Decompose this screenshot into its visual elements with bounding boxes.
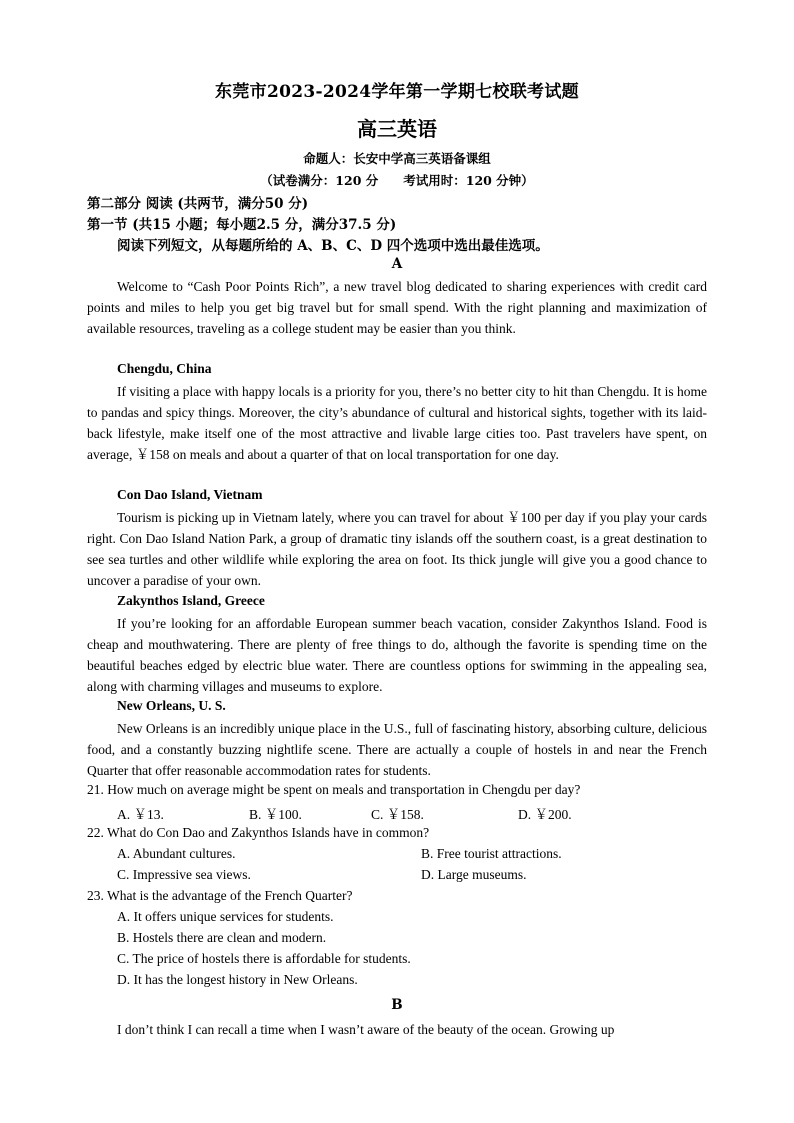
question-23-option-b: B. Hostels there are clean and modern. bbox=[117, 930, 327, 945]
question-23-stem: 23. What is the advantage of the French Quarter? bbox=[87, 888, 353, 903]
subsection-heading: 第一节 (共15 小题；每小题2.5 分，满分37.5 分) bbox=[87, 217, 397, 233]
question-23-option-c: C. The price of hostels there is affordable for students. bbox=[117, 951, 411, 966]
question-21-option-a: A. ￥13. bbox=[117, 807, 164, 822]
section-heading-con-dao: Con Dao Island, Vietnam bbox=[117, 487, 263, 502]
passage-a-intro: Welcome to “Cash Poor Points Rich”, a new travel blog dedicated to sharing experiences with credit card points and miles to help you get big travel but for small spend. With the right planning and maximization of available resources, traveling as a college student may be easier than you think. bbox=[87, 279, 707, 337]
section-heading-chengdu: Chengdu, China bbox=[117, 361, 212, 376]
section-text-chengdu: If visiting a place with happy locals is a priority for you, there’s no better city to hit than Chengdu. It is home to pandas and spicy things. Moreover, the city’s abundance of cultural and historical sights, together with its laid-back lifestyle, make itself one of the most attractive and livable large cities too. Past travelers have spent, on average, ￥158 on meals and about a quarter of that on local transportation for one day. bbox=[87, 384, 707, 463]
question-22-stem: 22. What do Con Dao and Zakynthos Islands have in common? bbox=[87, 825, 430, 840]
section-heading-new-orleans: New Orleans, U. S. bbox=[117, 698, 226, 713]
question-21-option-c: C. ￥158. bbox=[371, 807, 424, 822]
passage-b-letter: B bbox=[391, 997, 403, 1013]
question-21-option-b: B. ￥100. bbox=[249, 807, 302, 822]
section-text-zakynthos: If you’re looking for an affordable European summer beach vacation, consider Zakynthos Island. Food is cheap and mouthwatering. There are plenty of free things to do, although the favorite is spending time on the beautiful beaches edged by electric blue water. There are countless options for swimming in the appealing sea, along with charming villages and museums to explore. bbox=[87, 616, 707, 695]
passage-a-letter: A bbox=[391, 256, 403, 272]
section-heading-zakynthos: Zakynthos Island, Greece bbox=[117, 593, 265, 608]
section-part-heading: 第二部分 阅读 (共两节，满分50 分) bbox=[87, 196, 309, 212]
question-22-option-b: B. Free tourist attractions. bbox=[421, 846, 562, 861]
question-21-option-d: D. ￥200. bbox=[518, 807, 572, 822]
exam-author: 命题人：长安中学高三英语备课组 bbox=[303, 151, 491, 166]
question-22-option-a: A. Abundant cultures. bbox=[117, 846, 236, 861]
section-text-con-dao: Tourism is picking up in Vietnam lately, where you can travel for about ￥100 per day if you play your cards right. Con Dao Island Nation Park, a group of dramatic tiny islands off the southern coast, is a great destination to see sea turtles and other wildlife while exploring the area on foot. Its thick jungle will give you a good chance to uncover a paradise of your own. bbox=[87, 510, 707, 589]
question-22-option-d: D. Large museums. bbox=[421, 867, 527, 882]
question-21-stem: 21. How much on average might be spent on meals and transportation in Chengdu per day? bbox=[87, 782, 581, 797]
question-22-option-c: C. Impressive sea views. bbox=[117, 867, 251, 882]
section-text-new-orleans: New Orleans is an incredibly unique place in the U.S., full of fascinating history, absorbing culture, delicious food, and a constantly buzzing nightlife scene. There are actually a couple of hostels in and near the French Quarter that offer reasonable accommodation rates for students. bbox=[87, 721, 707, 779]
passage-b-text: I don’t think I can recall a time when I wasn’t aware of the beauty of the ocean. Growing up bbox=[117, 1022, 615, 1037]
exam-meta: （试卷满分：120 分 考试用时：120 分钟） bbox=[260, 173, 534, 188]
exam-subject: 高三英语 bbox=[357, 117, 437, 141]
exam-title: 东莞市2023-2024学年第一学期七校联考试题 bbox=[215, 82, 579, 102]
question-23-option-a: A. It offers unique services for students. bbox=[117, 909, 334, 924]
question-23-option-d: D. It has the longest history in New Orleans. bbox=[117, 972, 358, 987]
instruction-text: 阅读下列短文，从每题所给的 A、B、C、D 四个选项中选出最佳选项。 bbox=[117, 238, 549, 254]
